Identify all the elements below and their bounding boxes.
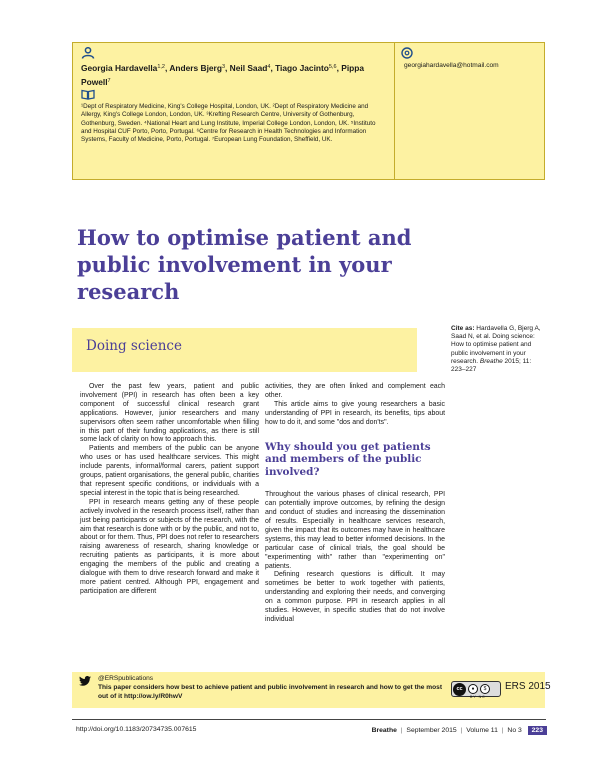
- footer-rule: [72, 719, 546, 720]
- doi-link[interactable]: http://doi.org/10.1183/20734735.007615: [76, 726, 197, 733]
- paragraph: PPI in research means getting any of these people actively involved in the research process itself, rather than just being participants or subjects of the research, with the aim that research is done with or by the public, and not to, about or for them. Thus, PPI does not refer to researchers raising awareness of research, sharing knowledge or recruiting patients as participants, it is more about engaging the members of the public and creating a dialogue with them to drive research forward and make it more patient centred. Although PPI, engagement and participation are different: [80, 498, 259, 595]
- cite-text: Hardavella G, Bjerg A, Saad N, et al. Doing science: How to optimise patient and public involvement in your research.: [451, 325, 541, 365]
- author-name: Georgia Hardavella: [81, 63, 158, 73]
- author-email[interactable]: georgiahardavella@hotmail.com: [404, 62, 499, 69]
- section-label: Doing science: [86, 338, 182, 354]
- author-superscript: 7: [107, 78, 111, 84]
- box-divider: [394, 43, 395, 179]
- volume: Volume 11: [466, 727, 498, 734]
- cite-label: Cite as:: [451, 325, 475, 332]
- journal-name: Breathe: [371, 727, 397, 734]
- body-column-left: [80, 383, 259, 597]
- author-list: Georgia Hardavella$^{1,2}$, Anders Bjerg$^3$, Neil Saad$^4$, Tiago Jacinto$^{5,6}$, Pippa Powell$^7$: [81, 63, 365, 87]
- paragraph: This article aims to give young researchers a basic understanding of PPI in research, its benefits, tips about how to do it, and some "dos and don'ts".: [265, 400, 445, 426]
- paragraph: Throughout the various phases of clinical research, PPI can potentially improve outcomes, by refining the design and conduct of studies and increasing the dissemination of results. Especially in healthcare services research, given the impact that its outcomes may have in healthcare systems, this may lead to better informed decisions. In the particular case of clinical trials, the goal should be "experimenting with" rather than "experimenting on" patients.: [265, 491, 445, 570]
- by-icon: ●: [468, 684, 478, 694]
- author-name: Anders Bjerg: [169, 63, 222, 73]
- author-name: Pippa Powell: [81, 63, 365, 87]
- paragraph: Over the past few years, patient and public involvement (PPI) in research has often been a key component of successful clinical research grant applications. However, junior researchers and many supervisors often seem rather uncomfortable when filling in this part of their funding applications, as there is still some lack of clarity on how to approach this.: [80, 383, 259, 444]
- page-number: 223: [528, 726, 547, 735]
- book-icon: [81, 89, 95, 100]
- tweet-text: This paper considers how best to achieve patient and public involvement in research and how to get the most out of it http://ow.ly/R0hwV: [98, 684, 443, 700]
- body-column-right: [265, 383, 445, 625]
- affiliations: ¹Dept of Respiratory Medicine, King's College Hospital, London, UK. ²Dept of Respiratory Medicine and Allergy, King's College London, London, UK. ³Krefting Research Centre, University of Gothenburg, Gothenburg, Sweden. ⁴National Heart and Lung Institute, Imperial College London, London, UK. ⁵Instituto and Hospital CUF Porto, Porto, Portugal. ⁶Centre for Research in Health Technologies and Information Systems, Faculty of Medicine, Porto, Portugal. ⁷European Lung Foundation, Sheffield, UK.: [81, 103, 376, 144]
- paragraph: activities, they are often linked and complement each other.: [265, 383, 445, 399]
- paragraph: Defining research questions is difficult. It may sometimes be better to work together with patients, understanding and exploring their needs, and converging on a common purpose. PPI in research applies in all studies. However, in specific studies that do not involve individual: [265, 571, 445, 623]
- author-info-box: [72, 42, 545, 180]
- issue-number: No 3: [507, 727, 522, 734]
- section-heading: Why should you get patients and members of the public involved?: [265, 440, 431, 478]
- person-icon: [81, 47, 95, 59]
- cite-as-box: [451, 325, 547, 374]
- author-superscript: 5,6: [328, 64, 337, 70]
- cite-journal: Breathe: [479, 357, 503, 365]
- author-superscript: 1,2: [157, 64, 165, 70]
- twitter-icon: [79, 676, 91, 686]
- nc-icon: $: [480, 684, 490, 694]
- author-name: Tiago Jacinto: [275, 63, 329, 73]
- author-superscript: 4: [267, 64, 271, 70]
- cite-ref: 2015; 11: 223–227: [451, 357, 532, 374]
- author-name: Neil Saad: [229, 63, 268, 73]
- article-title: How to optimise patient and public involvement in your research: [77, 225, 412, 304]
- cc-icon: cc: [453, 683, 466, 696]
- twitter-handle[interactable]: @ERSpublications: [98, 675, 154, 682]
- paragraph: Patients and members of the public can be anyone who uses or has used healthcare services. This might include parents, informal/formal carers, patient support groups, patient organisations, the general public, charities that represent specific conditions, or individuals with a special interest in the topic that is being researched.: [80, 445, 259, 497]
- copyright: ERS 2015: [505, 681, 551, 692]
- cc-sub-label: BY NC: [470, 695, 486, 699]
- author-superscript: 3: [221, 64, 225, 70]
- journal-info: Breathe | September 2015 | Volume 11 | No 3 223: [353, 726, 547, 735]
- issue-date: September 2015: [406, 727, 457, 734]
- email-icon: [401, 47, 413, 59]
